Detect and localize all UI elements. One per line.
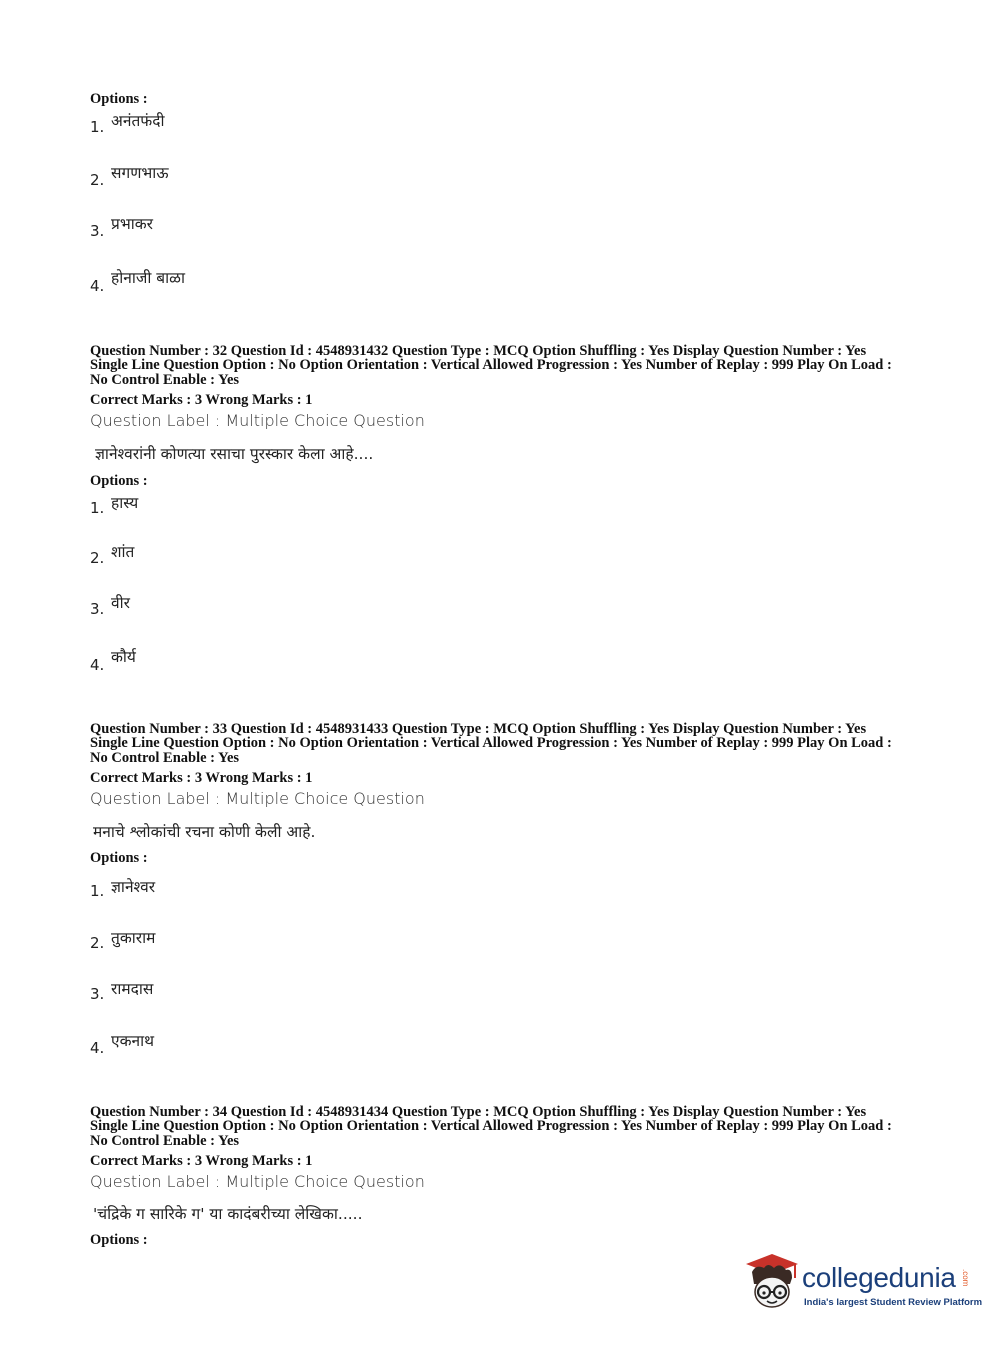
- question-meta-line: Single Line Question Option : No Option Orientation : Vertical Allowed Progression : Yes Number of Replay : 999 Play On Load :: [90, 357, 892, 373]
- option-number: 2.: [90, 171, 105, 189]
- question-text: ज्ञानेश्वरांनी कोणत्या रसाचा पुरस्कार केला आहे....: [95, 445, 374, 463]
- option-text: शांत: [111, 543, 135, 561]
- option-text: होनाजी बाळा: [111, 269, 185, 287]
- option-text: अनंतफंदी: [111, 112, 165, 130]
- option-number: 2.: [90, 934, 105, 952]
- question-meta-line: No Control Enable : Yes: [90, 1133, 240, 1149]
- question-meta-line: Single Line Question Option : No Option Orientation : Vertical Allowed Progression : Yes Number of Replay : 999 Play On Load :: [90, 735, 892, 751]
- question-meta-line: No Control Enable : Yes: [90, 750, 240, 766]
- collegedunia-logo[interactable]: [742, 1250, 983, 1320]
- option-number: 4.: [90, 656, 105, 674]
- option-text: हास्य: [111, 494, 139, 512]
- option-number: 1.: [90, 118, 105, 136]
- option-number: 1.: [90, 882, 105, 900]
- question-meta-line: Single Line Question Option : No Option Orientation : Vertical Allowed Progression : Yes Number of Replay : 999 Play On Load :: [90, 1118, 892, 1134]
- question-text: मनाचे श्लोकांची रचना कोणी केली आहे.: [93, 823, 316, 841]
- question-meta-line: Question Number : 32 Question Id : 4548931432 Question Type : MCQ Option Shuffling : Yes Display Question Number : Yes: [90, 343, 867, 359]
- question-text: 'चंद्रिके ग सारिके ग' या कादंबरीच्या लेखिका.....: [93, 1205, 363, 1223]
- option-text: सगणभाऊ: [111, 164, 169, 182]
- option-number: 4.: [90, 1039, 105, 1057]
- question-label: Question Label : Multiple Choice Question: [90, 1172, 425, 1191]
- question-meta-line: Question Number : 33 Question Id : 4548931433 Question Type : MCQ Option Shuffling : Yes Display Question Number : Yes: [90, 721, 867, 737]
- option-text: तुकाराम: [111, 929, 156, 947]
- options-label: Options :: [90, 473, 148, 489]
- student-mascot-icon: [742, 1250, 802, 1312]
- logo-suffix: .com: [961, 1269, 970, 1287]
- marks-line: Correct Marks : 3 Wrong Marks : 1: [90, 1153, 313, 1169]
- logo-wordmark: collegedunia: [802, 1262, 956, 1293]
- option-number: 4.: [90, 277, 105, 295]
- option-text: वीर: [111, 594, 130, 612]
- option-number: 3.: [90, 222, 105, 240]
- option-text: कौर्य: [111, 648, 136, 666]
- marks-line: Correct Marks : 3 Wrong Marks : 1: [90, 392, 313, 408]
- option-number: 2.: [90, 549, 105, 567]
- question-meta-line: Question Number : 34 Question Id : 4548931434 Question Type : MCQ Option Shuffling : Yes Display Question Number : Yes: [90, 1104, 867, 1120]
- question-label: Question Label : Multiple Choice Question: [90, 789, 425, 808]
- question-meta-line: No Control Enable : Yes: [90, 372, 240, 388]
- options-label: Options :: [90, 1232, 148, 1248]
- options-label: Options :: [90, 91, 148, 107]
- option-number: 3.: [90, 600, 105, 618]
- option-number: 3.: [90, 985, 105, 1003]
- option-text: ज्ञानेश्वर: [111, 878, 156, 896]
- option-text: प्रभाकर: [111, 215, 153, 233]
- options-label: Options :: [90, 850, 148, 866]
- logo-tagline: India's largest Student Review Platform: [804, 1297, 983, 1308]
- option-text: एकनाथ: [111, 1032, 154, 1050]
- marks-line: Correct Marks : 3 Wrong Marks : 1: [90, 770, 313, 786]
- option-number: 1.: [90, 499, 105, 517]
- option-text: रामदास: [111, 980, 154, 998]
- question-label: Question Label : Multiple Choice Question: [90, 411, 425, 430]
